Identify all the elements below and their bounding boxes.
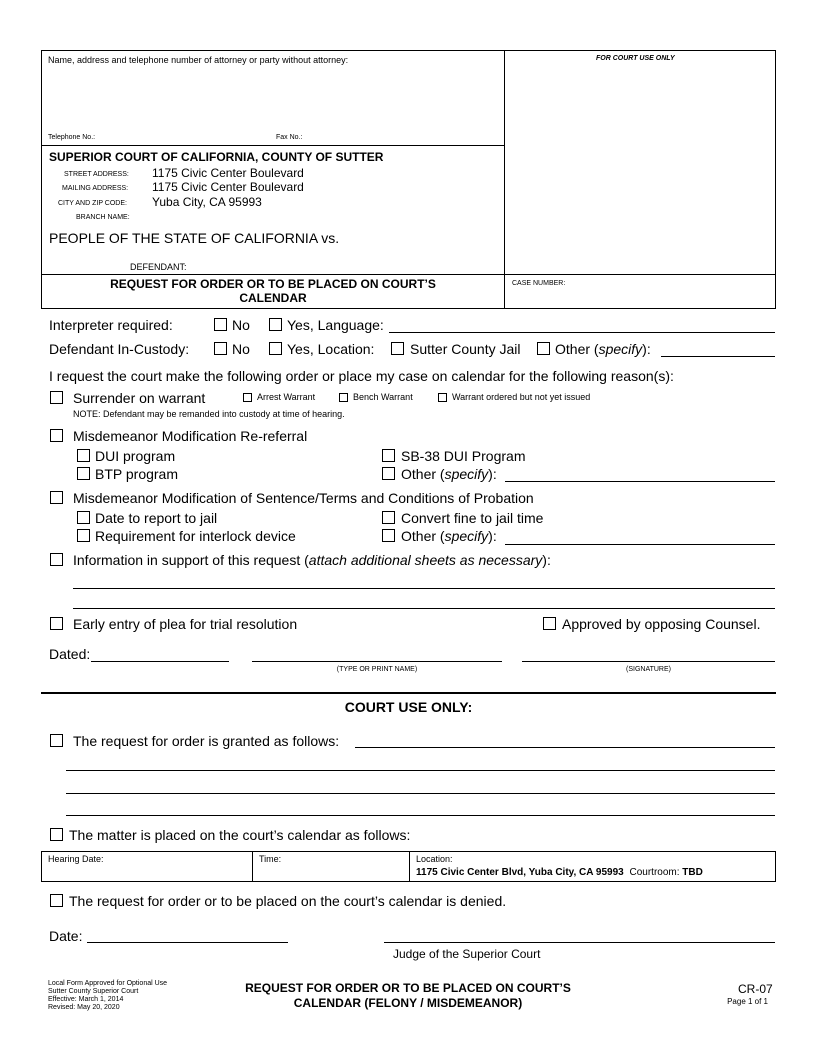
interpreter-yes-checkbox[interactable]	[269, 318, 282, 331]
footer-page: Page 1 of 1	[727, 997, 768, 1006]
custody-label: Defendant In-Custody:	[49, 341, 190, 357]
arrest-warrant-checkbox[interactable]	[243, 393, 252, 402]
convert-fine-checkbox[interactable]	[382, 511, 395, 524]
custody-yes-label: Yes, Location:	[287, 341, 375, 357]
footer-left-line2: Sutter County Superior Court	[48, 988, 139, 995]
early-plea-checkbox[interactable]	[50, 617, 63, 630]
btp-label: BTP program	[95, 466, 178, 482]
date-label: Date:	[49, 928, 83, 944]
hearing-date-input[interactable]	[48, 866, 246, 880]
divider-title	[41, 274, 505, 275]
dated-input[interactable]	[91, 661, 229, 662]
modification-other-input[interactable]	[505, 544, 775, 545]
footer-title-line1: REQUEST FOR ORDER OR TO BE PLACED ON COURT’S	[245, 981, 571, 995]
hearing-time-input[interactable]	[259, 866, 403, 880]
custody-no-label: No	[232, 341, 250, 357]
custody-other-input[interactable]	[661, 356, 775, 357]
case-number-label: CASE NUMBER:	[512, 280, 566, 287]
mailing-value: 1175 Civic Center Boulevard	[152, 180, 304, 194]
courtroom-value: TBD	[682, 867, 703, 878]
footer-form-id: CR-07	[738, 982, 773, 996]
court-use-only-heading: COURT USE ONLY:	[344, 699, 473, 715]
language-input[interactable]	[389, 332, 775, 333]
modification-other-checkbox[interactable]	[382, 529, 395, 542]
city-label: CITY AND ZIP CODE:	[58, 200, 127, 207]
early-plea-label: Early entry of plea for trial resolution	[73, 616, 298, 632]
city-value: Yuba City, CA 95993	[152, 195, 262, 209]
interpreter-no-checkbox[interactable]	[214, 318, 227, 331]
surrender-checkbox[interactable]	[50, 391, 63, 404]
sb38-label: SB-38 DUI Program	[401, 448, 526, 464]
interlock-checkbox[interactable]	[77, 529, 90, 542]
footer-title	[213, 981, 603, 1011]
rereferral-other-checkbox[interactable]	[382, 467, 395, 480]
custody-other-label: Other (specify):	[555, 341, 651, 357]
footer-left	[48, 980, 167, 1012]
type-name-label: (TYPE OR PRINT NAME)	[336, 666, 418, 673]
hearing-time-label: Time:	[259, 854, 282, 864]
form-title	[41, 277, 505, 305]
interpreter-label: Interpreter required:	[49, 317, 173, 333]
surrender-note: NOTE: Defendant may be remanded into custody at time of hearing.	[73, 409, 345, 419]
attorney-input[interactable]	[48, 68, 498, 130]
rereferral-other-label: Other (specify):	[401, 466, 497, 482]
court-use-divider	[41, 692, 776, 694]
custody-yes-checkbox[interactable]	[269, 342, 282, 355]
denied-label: The request for order or to be placed on the court’s calendar is denied.	[69, 893, 507, 909]
court-use-box	[504, 50, 776, 275]
custody-jail-label: Sutter County Jail	[410, 341, 521, 357]
modification-label: Misdemeanor Modification of Sentence/Terms and Conditions of Probation	[73, 490, 534, 506]
custody-jail-checkbox[interactable]	[391, 342, 404, 355]
custody-other-checkbox[interactable]	[537, 342, 550, 355]
hearing-location-value: 1175 Civic Center Blvd, Yuba City, CA 95993	[416, 867, 624, 878]
court-name: SUPERIOR COURT OF CALIFORNIA, COUNTY OF SUTTER	[49, 150, 384, 164]
footer-title-line2: CALENDAR (FELONY / MISDEMEANOR)	[293, 996, 523, 1010]
hearing-divider-1	[252, 851, 253, 882]
convert-fine-label: Convert fine to jail time	[401, 510, 544, 526]
custody-no-checkbox[interactable]	[214, 342, 227, 355]
courtroom-label: Courtroom:	[629, 867, 680, 878]
judge-signature-input[interactable]	[384, 942, 775, 943]
signature-input[interactable]	[522, 661, 775, 662]
for-court-use-label: FOR COURT USE ONLY	[596, 55, 675, 62]
mailing-label: MAILING ADDRESS:	[62, 185, 129, 192]
btp-checkbox[interactable]	[77, 467, 90, 480]
report-jail-label: Date to report to jail	[95, 510, 218, 526]
bench-warrant-label: Bench Warrant	[353, 392, 413, 402]
granted-line-4[interactable]	[66, 815, 775, 816]
defendant-label: DEFENDANT:	[130, 262, 187, 272]
dui-checkbox[interactable]	[77, 449, 90, 462]
denied-checkbox[interactable]	[50, 894, 63, 907]
surrender-label: Surrender on warrant	[73, 390, 206, 406]
modification-other-label: Other (specify):	[401, 528, 497, 544]
hearing-location	[416, 867, 703, 879]
footer-left-line4: Revised: May 20, 2020	[48, 1004, 120, 1011]
bench-warrant-checkbox[interactable]	[339, 393, 348, 402]
branch-label: BRANCH NAME:	[76, 214, 130, 221]
telephone-label: Telephone No.:	[48, 134, 96, 141]
granted-line-2[interactable]	[66, 770, 775, 771]
granted-checkbox[interactable]	[50, 734, 63, 747]
warrant-ordered-label: Warrant ordered but not yet issued	[452, 392, 591, 402]
hearing-date-label: Hearing Date:	[48, 854, 104, 864]
footer-left-line1: Local Form Approved for Optional Use	[48, 980, 168, 987]
information-line-1[interactable]	[73, 588, 775, 589]
street-value: 1175 Civic Center Boulevard	[152, 166, 304, 180]
information-line-2[interactable]	[73, 608, 775, 609]
report-jail-checkbox[interactable]	[77, 511, 90, 524]
placed-checkbox[interactable]	[50, 828, 63, 841]
interpreter-no-label: No	[232, 317, 250, 333]
sb38-checkbox[interactable]	[382, 449, 395, 462]
interpreter-yes-label: Yes, Language:	[287, 317, 384, 333]
arrest-warrant-label: Arrest Warrant	[257, 392, 316, 402]
form-title-line1: REQUEST FOR ORDER OR TO BE PLACED ON COURT’S	[110, 277, 436, 291]
dated-label: Dated:	[49, 646, 91, 662]
hearing-divider-2	[409, 851, 410, 882]
divider-court	[41, 145, 505, 146]
date-input[interactable]	[87, 942, 288, 943]
interlock-label: Requirement for interlock device	[95, 528, 296, 544]
hearing-location-label: Location:	[416, 854, 453, 864]
granted-input[interactable]	[355, 747, 775, 748]
approved-checkbox[interactable]	[543, 617, 556, 630]
street-label: STREET ADDRESS:	[64, 171, 129, 178]
type-name-input[interactable]	[252, 661, 502, 662]
footer-left-line3: Effective: March 1, 2014	[48, 996, 124, 1003]
approved-label: Approved by opposing Counsel.	[562, 616, 761, 632]
rereferral-label: Misdemeanor Modification Re-referral	[73, 428, 308, 444]
dui-label: DUI program	[95, 448, 176, 464]
granted-label: The request for order is granted as follows:	[73, 733, 340, 749]
modification-checkbox[interactable]	[50, 491, 63, 504]
rereferral-checkbox[interactable]	[50, 429, 63, 442]
form-title-line2: CALENDAR	[239, 291, 307, 305]
people-label: PEOPLE OF THE STATE OF CALIFORNIA vs.	[49, 230, 340, 246]
placed-label: The matter is placed on the court’s calendar as follows:	[69, 827, 411, 843]
granted-line-3[interactable]	[66, 793, 775, 794]
rereferral-other-input[interactable]	[505, 481, 775, 482]
judge-label: Judge of the Superior Court	[393, 947, 541, 961]
information-checkbox[interactable]	[50, 553, 63, 566]
request-intro: I request the court make the following order or place my case on calendar for the following reason(s):	[49, 368, 674, 384]
information-label: Information in support of this request (attach additional sheets as necessary):	[73, 552, 551, 568]
warrant-ordered-checkbox[interactable]	[438, 393, 447, 402]
signature-label: (SIGNATURE)	[626, 666, 671, 673]
fax-label: Fax No.:	[276, 134, 303, 141]
attorney-label: Name, address and telephone number of attorney or party without attorney:	[48, 55, 349, 65]
